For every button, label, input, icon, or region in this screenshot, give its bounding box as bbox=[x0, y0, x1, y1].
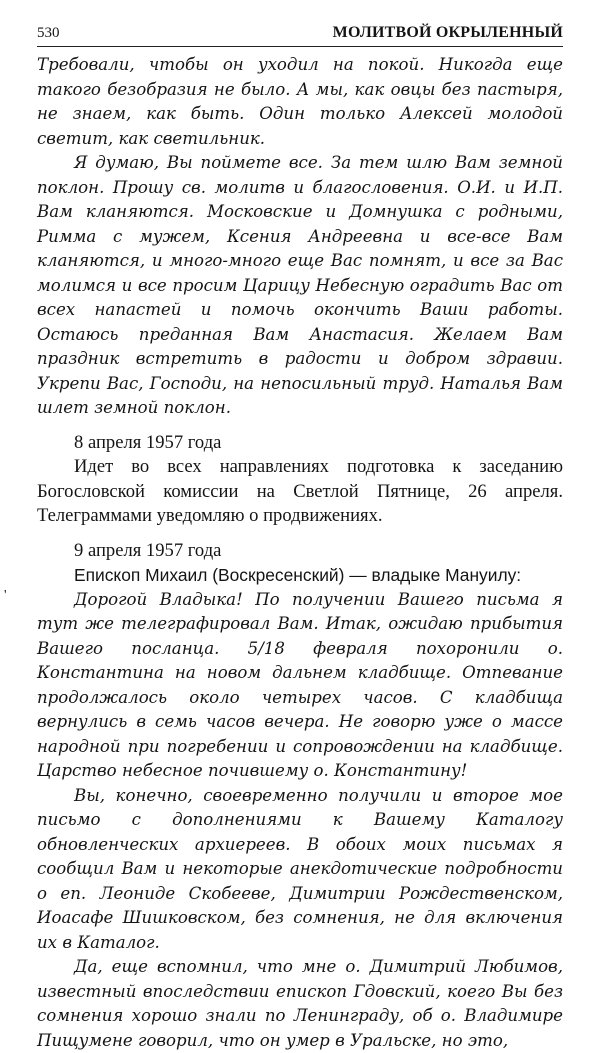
letter-paragraph: Вы, конечно, своевременно получили и второе мое письмо с дополнениями к Вашему Каталогу обновленческих архиереев. В обоих моих письмах я сообщил Вам и некоторые анекдотические подробности о еп. Леониде Скобееве, Димитрии Рождественском, Иоасафе Шишковском, без сомнения, не для включения их в Каталог. bbox=[37, 785, 563, 952]
letter-paragraph: Да, еще вспомнил, что мне о. Димитрий Любимов, известный впоследствии епископ Гдовский, коего Вы без сомнения хорошо знали по Ленинграду, об о. Владимире Пищумене говорил, что он умер в Уральске, но это, bbox=[37, 957, 563, 1050]
diary-date: 9 апреля 1957 года bbox=[74, 539, 222, 561]
page-header bbox=[37, 24, 563, 47]
page-number: 530 bbox=[37, 25, 60, 41]
margin-mark: ' bbox=[4, 587, 7, 603]
letter-heading: Епископ Михаил (Воскресенский) — владыке Мануилу: bbox=[74, 565, 522, 585]
diary-date: 8 апреля 1957 года bbox=[74, 431, 222, 453]
page-body bbox=[4, 53, 563, 1053]
letter-paragraph: Требовали, чтобы он уходил на покой. Никогда еще такого безобразия не было. А мы, как овцы без пастыря, не знаем, как быть. Один только Алексей молодой светит, как светильник. bbox=[37, 55, 563, 148]
running-title: МОЛИТВОЙ ОКРЫЛЕННЫЙ bbox=[332, 24, 563, 41]
letter-block bbox=[4, 587, 563, 784]
diary-entry-text: Идет во всех направлениях подготовка к заседанию Богословской комиссии на Светлой Пятнице, 26 апреля. Телеграммами уведомляю о продвижениях. bbox=[37, 456, 563, 526]
letter-paragraph: Я думаю, Вы поймете все. За тем шлю Вам земной поклон. Прошу св. молитв и благословения. О.И. и И.П. Вам кланяются. Московские и Домнушка с родными, Римма с мужем, Ксения Андреевна и все-все Вам кланяются, и много-много еще Вас помнят, и все за Вас молимся и все просим Царицу Небесную оградить Вас от всех напастей и помочь окончить Ваши работы. Остаюсь преданная Вам Анастасия. Желаем Вам праздник встретить в радости и добром здравии. Укрепи Вас, Господи, на непосильный труд. Наталья Вам шлет земной поклон. bbox=[37, 153, 563, 417]
letter-paragraph: Дорогой Владыка! По получении Вашего письма я тут же телеграфировал Вам. Итак, ожидаю прибытия Вашего посланца. 5/18 февраля похоронили о. Константина на новом дальнем кладбище. Отпевание продолжалось около четырех часов. С кладбища вернулись в семь часов вечера. Не говорю уже о массе народной при погребении и сопровождении на кладбище. Царство небесное почившему о. Константину! bbox=[37, 589, 563, 780]
